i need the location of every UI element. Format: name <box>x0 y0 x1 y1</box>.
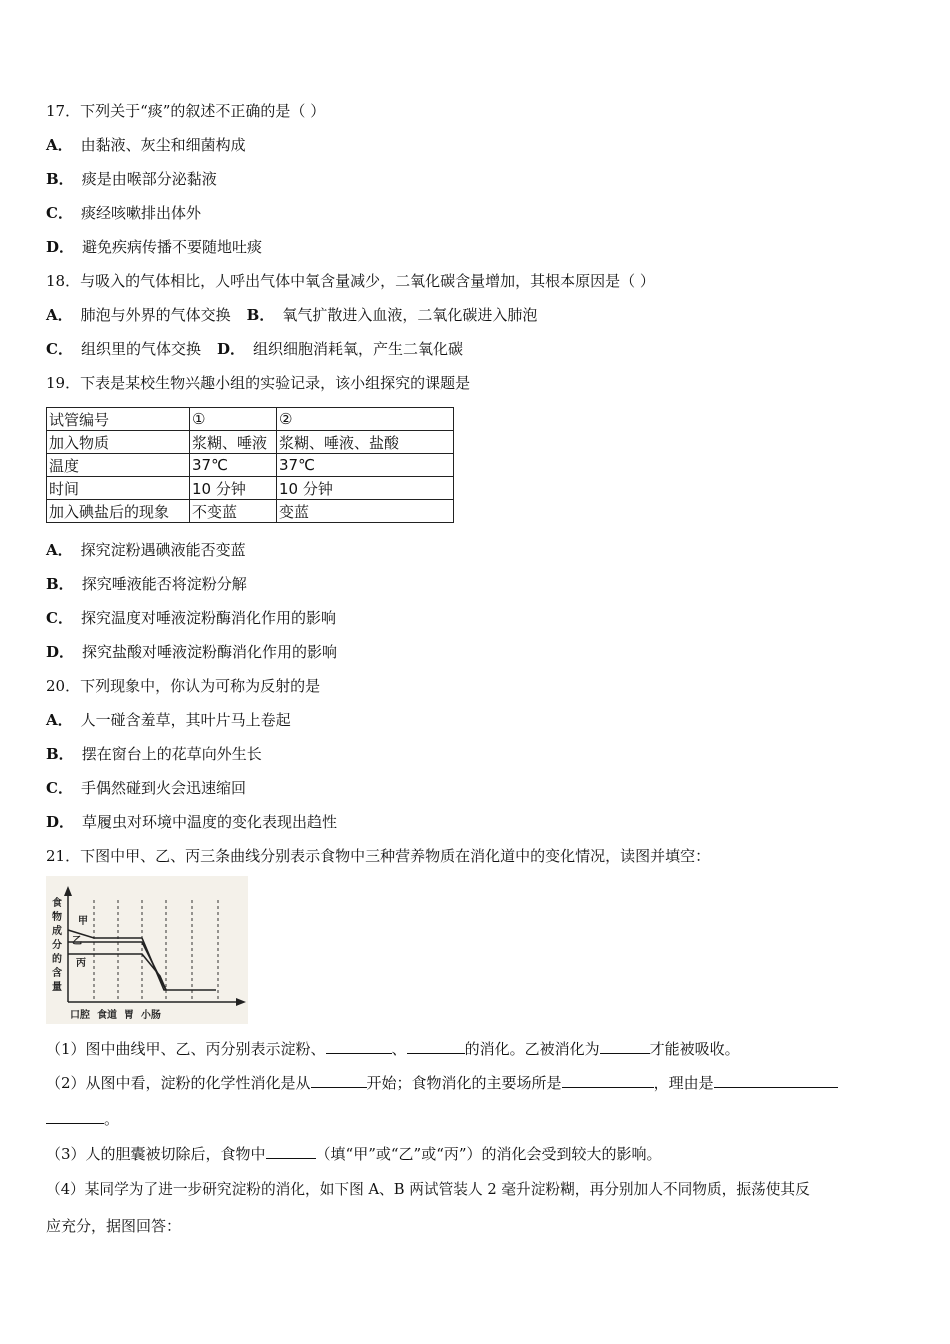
q20-option-d <box>46 812 337 832</box>
x-axis-label: 口腔 食道 胃 小肠 <box>70 1010 161 1021</box>
q18-stem: 18．与吸入的气体相比，人呼出气体中氧含量减少，二氧化碳含量增加，其根本原因是（ ） <box>46 272 655 290</box>
q21-part-1 <box>46 1039 740 1059</box>
answer-blank[interactable] <box>714 1073 838 1088</box>
section-dividers <box>94 900 218 1002</box>
y-label-char: 量 <box>52 982 62 993</box>
option-text: 组织细胞消耗氧，产生二氧化碳 <box>252 340 463 358</box>
option-text: 探究唾液能否将淀粉分解 <box>81 575 247 593</box>
option-text: 探究温度对唾液淀粉酶消化作用的影响 <box>80 609 336 627</box>
curve-label-yi: 乙 <box>72 936 82 947</box>
option-letter: B． <box>46 170 74 188</box>
table-cell: 试管编号 <box>47 408 190 431</box>
table-cell: 37℃ <box>190 454 277 477</box>
y-label-char: 成 <box>52 926 62 937</box>
option-letter: C． <box>46 609 73 627</box>
q19-option-a <box>46 540 246 560</box>
table-cell: 10 分钟 <box>277 477 454 500</box>
table-cell: 加入碘盐后的现象 <box>47 500 190 523</box>
q21-part-3 <box>46 1144 662 1164</box>
answer-blank[interactable] <box>600 1039 650 1054</box>
option-letter: D． <box>46 813 75 831</box>
option-letter: D． <box>46 238 75 256</box>
table-row <box>47 408 454 431</box>
table-cell: 10 分钟 <box>190 477 277 500</box>
option-letter: A． <box>46 711 73 729</box>
answer-blank[interactable] <box>326 1039 392 1054</box>
option-text: 探究淀粉遇碘液能否变蓝 <box>80 541 246 559</box>
digestion-chart <box>46 876 248 1024</box>
q20-option-b <box>46 744 262 764</box>
text: （3）人的胆囊被切除后，食物中 <box>46 1145 266 1163</box>
q17-stem: 17．下列关于“痰”的叙述不正确的是（ ） <box>46 102 326 120</box>
q21-part-4: （4）某同学为了进一步研究淀粉的消化，如下图 A、B 两试管装人 2 毫升淀粉糊，再分别加人不同物质，振荡使其反 <box>46 1181 810 1198</box>
table-cell: 浆糊、唾液 <box>190 431 277 454</box>
q21-part-2-continued <box>46 1109 119 1129</box>
text: 。 <box>104 1110 120 1128</box>
q19-option-c <box>46 608 336 628</box>
table-cell: 时间 <box>47 477 190 500</box>
text: 、 <box>391 1040 407 1058</box>
answer-blank[interactable] <box>311 1073 367 1088</box>
text: （填“甲”或“乙”或“丙”）的消化会受到较大的影响。 <box>315 1145 662 1163</box>
q21-part-2 <box>46 1073 838 1093</box>
text: （2）从图中看，淀粉的化学性消化是从 <box>46 1074 311 1092</box>
q20-stem: 20．下列现象中，你认为可称为反射的是 <box>46 677 321 695</box>
answer-blank[interactable] <box>266 1144 316 1159</box>
option-letter: C． <box>46 204 73 222</box>
option-letter: A． <box>46 541 73 559</box>
option-letter: B． <box>246 306 275 324</box>
text: 的消化。乙被消化为 <box>464 1040 600 1058</box>
q19-stem: 19．下表是某校生物兴趣小组的实验记录，该小组探究的课题是 <box>46 374 471 392</box>
option-letter: A． <box>46 306 73 324</box>
option-text: 痰经咳嗽排出体外 <box>80 204 201 222</box>
table-cell: 浆糊、唾液、盐酸 <box>277 431 454 454</box>
option-text: 避免疾病传播不要随地吐痰 <box>82 238 263 256</box>
x-axis-arrow <box>236 998 246 1006</box>
table-row <box>47 454 454 477</box>
q17-option-a <box>46 135 246 155</box>
option-text: 组织里的气体交换 <box>80 340 201 358</box>
q18-options-row-1 <box>46 305 537 325</box>
text: 开始；食物消化的主要场所是 <box>366 1074 562 1092</box>
option-letter: D． <box>216 340 245 358</box>
y-label-char: 分 <box>52 940 62 951</box>
q20-option-a <box>46 710 291 730</box>
q20-option-c <box>46 778 246 798</box>
q21-part-4-continued: 应充分，据图回答： <box>46 1217 182 1235</box>
y-label-char: 含 <box>52 968 62 979</box>
option-letter: C． <box>46 340 73 358</box>
answer-blank[interactable] <box>46 1109 104 1124</box>
option-letter: A． <box>46 136 73 154</box>
option-letter: B． <box>46 745 74 763</box>
q17-option-d <box>46 237 262 257</box>
table-cell: 温度 <box>47 454 190 477</box>
text: ，理由是 <box>653 1074 714 1092</box>
curve-label-jia: 甲 <box>78 916 88 927</box>
option-text: 氧气扩散进入血液，二氧化碳进入肺泡 <box>282 306 538 324</box>
q21-stem: 21．下图中甲、乙、丙三条曲线分别表示食物中三种营养物质在消化道中的变化情况，读图并填空： <box>46 847 711 865</box>
curve-label-bing: 丙 <box>76 958 86 969</box>
table-cell: ② <box>277 408 454 431</box>
option-letter: D． <box>46 643 75 661</box>
table-cell: 不变蓝 <box>190 500 277 523</box>
experiment-table <box>46 407 454 523</box>
y-label-char: 食 <box>52 898 62 909</box>
option-text: 摆在窗台上的花草向外生长 <box>81 745 262 763</box>
table-row <box>47 500 454 523</box>
q17-option-c <box>46 203 201 223</box>
option-text: 肺泡与外界的气体交换 <box>80 306 231 324</box>
digestion-chart-svg <box>46 876 248 1024</box>
table-cell: ① <box>190 408 277 431</box>
q17-option-b <box>46 169 217 189</box>
answer-blank[interactable] <box>562 1073 654 1088</box>
option-letter: B． <box>46 575 74 593</box>
table-cell: 加入物质 <box>47 431 190 454</box>
table-row <box>47 431 454 454</box>
q19-option-b <box>46 574 247 594</box>
option-text: 由黏液、灰尘和细菌构成 <box>80 136 246 154</box>
text: 才能被吸收。 <box>649 1040 740 1058</box>
y-label-char: 物 <box>52 912 62 923</box>
option-text: 人一碰含羞草，其叶片马上卷起 <box>80 711 291 729</box>
answer-blank[interactable] <box>407 1039 465 1054</box>
q19-option-d <box>46 642 337 662</box>
option-text: 探究盐酸对唾液淀粉酶消化作用的影响 <box>82 643 338 661</box>
y-axis-arrow <box>64 886 72 896</box>
y-label-char: 的 <box>52 954 62 965</box>
table-row <box>47 477 454 500</box>
text: （1）图中曲线甲、乙、丙分别表示淀粉、 <box>46 1040 326 1058</box>
y-axis-label <box>52 896 62 993</box>
option-text: 手偶然碰到火会迅速缩回 <box>80 779 246 797</box>
table-cell: 变蓝 <box>277 500 454 523</box>
q18-options-row-2 <box>46 339 463 359</box>
table-cell: 37℃ <box>277 454 454 477</box>
option-letter: C． <box>46 779 73 797</box>
option-text: 痰是由喉部分泌黏液 <box>81 170 217 188</box>
option-text: 草履虫对环境中温度的变化表现出趋性 <box>82 813 338 831</box>
